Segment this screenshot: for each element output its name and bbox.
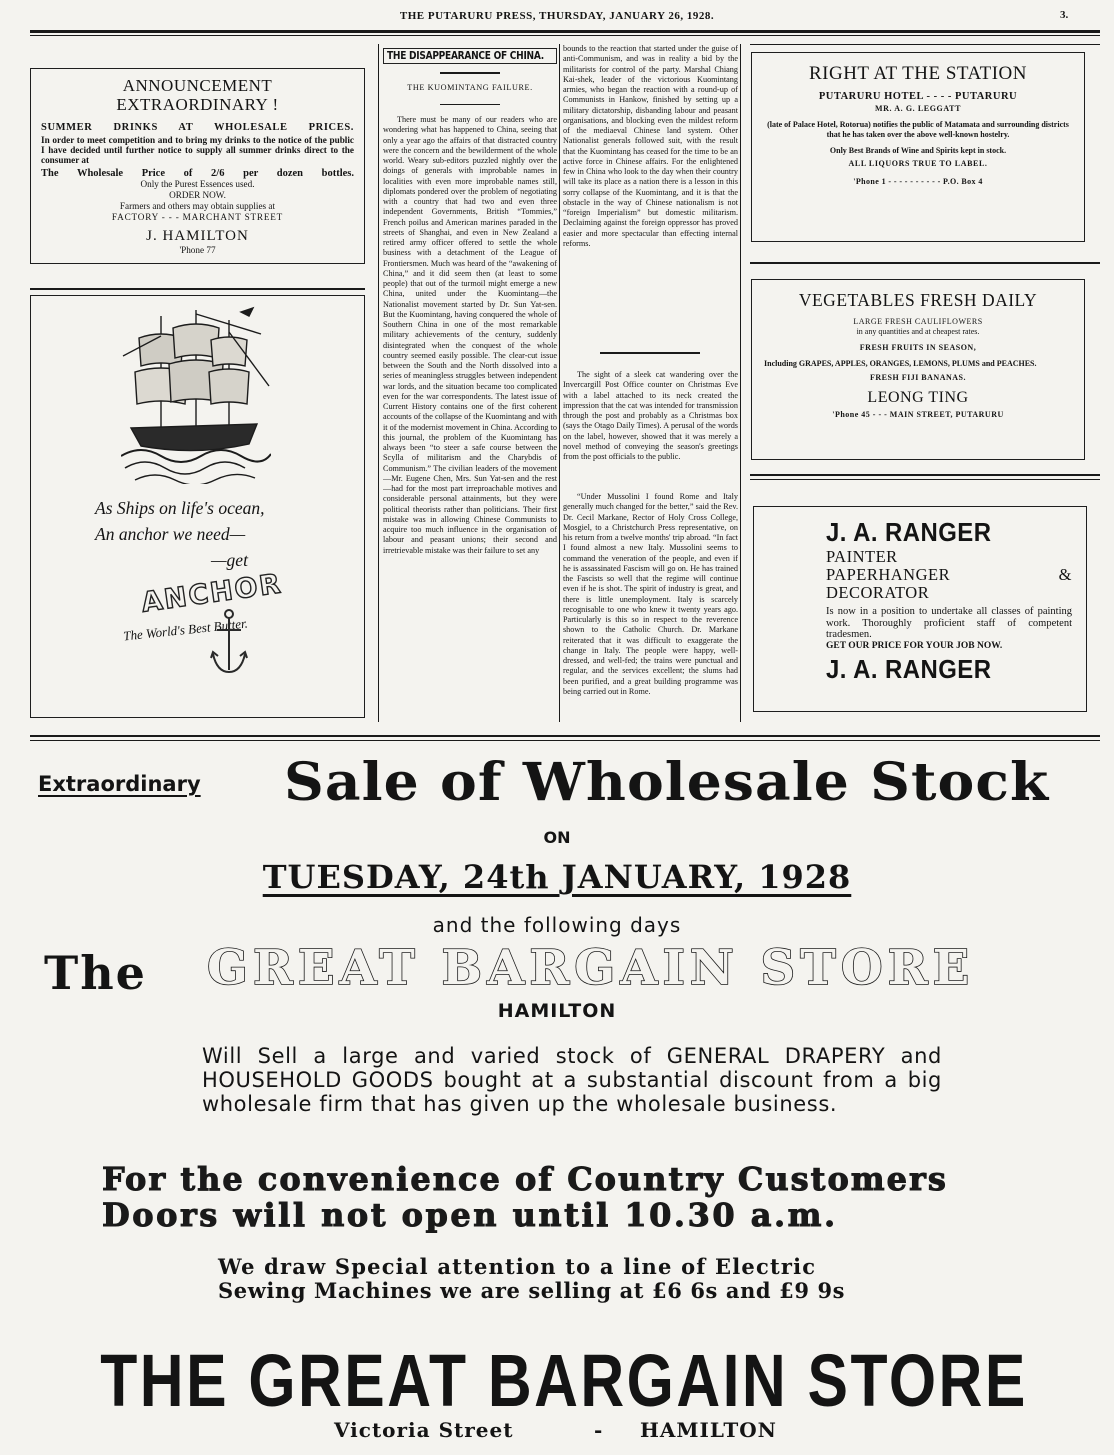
station-hotel-advert: [751, 52, 1085, 242]
masthead-rule: [30, 30, 1100, 33]
ranger-name-2: J. A. RANGER: [826, 654, 992, 684]
masthead-rule-thin: [30, 35, 1100, 36]
announcement-subheading: SUMMER DRINKS AT WHOLESALE PRICES.: [41, 122, 354, 133]
mussolini-story: “Under Mussolini I found Rome and Italy generally much changed for the better,” said the Rev. Dr. Cecil Markane, Rector of Holy Cross College, Mosgiel, to a Christchurch Press representative, on his return from a twelve months' trip abroad. “In fact I found almost a new Italy. Mussolini seems to command the veneration of the people, and even if he is assassinated Fascism will go on. He has trained the Fascists so well that the regime will continue even if he is shot. The spirit of industry is great, and there is little unemployment. Italy is scarcely recognisable to one who knew it twenty years ago. Particularly is this so in respect to the reverence shown to the Catholic Church. Dr. Markane reiterated that it was difficult to exaggerate the change in Italy. The people were happy, well-dressed, and well-fed; the trains were punctual and regular, and the services excellent; the slums had been purified, and a great building programme was being carried out in Rome.: [563, 492, 738, 696]
announcement-line: Farmers and others may obtain supplies at: [119, 201, 276, 211]
veg-name: LEONG TING: [867, 389, 969, 406]
sale-special-1: We draw Special attention to a line of Electric: [218, 1254, 817, 1279]
sailing-ship-icon: [121, 306, 271, 484]
announcement-heading-2: EXTRAORDINARY !: [116, 95, 279, 114]
column-rule: [740, 44, 741, 722]
article-divider: [600, 352, 700, 354]
anchor-brand: ANCHOR: [139, 568, 285, 619]
station-phone: 'Phone 1 - - - - - - - - - - P.O. Box 4: [853, 177, 983, 186]
anchor-line-2: An anchor we need—: [95, 524, 246, 544]
sale-date-text: TUESDAY, 24th JANUARY, 1928: [262, 858, 852, 896]
divider: [750, 479, 1100, 480]
station-brands: Only Best Brands of Wine and Spirits kept in stock.: [829, 146, 1007, 155]
headline-dash: [440, 72, 500, 74]
station-liquors: ALL LIQUORS TRUE TO LABEL.: [848, 159, 988, 168]
announcement-advert: [30, 68, 365, 264]
anchor-line-3: —get: [211, 550, 248, 570]
sale-store-name: GREAT BARGAIN STORE: [207, 940, 975, 996]
ranger-trade: PAPERHANGER &: [826, 565, 1072, 584]
sale-address-dash: -: [594, 1418, 603, 1442]
anchor-line-1: As Ships on life's ocean,: [95, 498, 265, 518]
divider: [750, 474, 1100, 476]
veg-line: LARGE FRESH CAULIFLOWERS: [853, 317, 983, 326]
column-rule: [559, 44, 560, 722]
sale-will-sell: Will Sell a large and varied stock of GENERAL DRAPERY and HOUSEHOLD GOODS bought at a substantial discount from a big wholesale firm that has given up the wholesale business.: [202, 1044, 942, 1116]
sale-extraordinary: Extraordinary: [38, 772, 201, 796]
sale-address-street: Victoria Street: [334, 1418, 514, 1442]
sale-the: The: [44, 946, 147, 1000]
announcement-price: The Wholesale Price of 2/6 per dozen bottles.: [41, 168, 354, 179]
column-rule: [378, 44, 379, 722]
veg-line: Including GRAPES, APPLES, ORANGES, LEMONS, PLUMS and PEACHES.: [764, 359, 1037, 368]
sale-following: and the following days: [432, 913, 682, 937]
veg-line: FRESH FIJI BANANAS.: [870, 373, 966, 382]
sale-headline: Sale of Wholesale Stock: [284, 752, 1050, 813]
announcement-line: ORDER NOW.: [169, 190, 226, 200]
announcement-name: J. HAMILTON: [146, 228, 249, 244]
article-headline-box: [383, 48, 557, 64]
sale-on: ON: [543, 828, 571, 847]
veg-line: in any quantities and at cheapest rates.: [856, 327, 980, 336]
veg-phone: 'Phone 45 - - - MAIN STREET, PUTARURU: [832, 410, 1004, 419]
article-column-1: There must be many of our readers who are wondering what has happened to China, seeing that only a year ago the affairs of that distracted country were the concern and the bewilderment of the whole world. Weary sub-editors puzzled nightly over the doings of generals with improbable names in localities with even more improbable names still, diplomats pondered over the problem of negotiating with a country that had two and even three independent Governments, British “Tommies,” French poilus and American marines paraded in the streets of Shanghai, and even in New Zealand a retired army officer offered to settle the whole business with a detachment of the League of Frontiersmen. Much was heard of the “awakening of China,” and it did seem then (at least to some people) that out of the turmoil might emerge a new China, united under the Kuomintang—the Nationalist movement started by Dr. Sun Yat-sen. But the Kuomintang, having conquered the whole of Southern China in one of the most remarkable military achievements of the century, suddenly disintegrated when the conquest of the whole country seemed easily possible. The clear-cut issue between the South and the North dissolved into a series of meaningless struggles between independent war lords, and the situation became too complicated even for the war correspondents. The latest issue of Current History contains one of the first coherent accounts of the collapse of the Kuomintang and with it of the modernist movement in China. According to this journal, the problem of the Kuomintang has always been “to steer a safe course between the Scylla of militarism and the Charybdis of Communism.” The civilian leaders of the movement—Mr. Eugene Chen, Mrs. Sun Yat-sen and the rest—had for the most part irreproachable motives and considerable personal attainments, but they were political theorists rather than politicians. Their first mistake was in allowing Chinese Communists to acquire too much influence in the organisation of labour and peasant unions; their second and irretrievable mistake was their failure to set any: [383, 115, 557, 555]
article-subheadline: THE KUOMINTANG FAILURE.: [407, 83, 533, 92]
station-body: (late of Palace Hotel, Rotorua) notifies the public of Matamata and surrounding districts that he has taken over the above well-known hostelry.: [767, 120, 1069, 139]
station-hotel: PUTARURU HOTEL - - - - PUTARURU: [818, 91, 1018, 102]
ranger-advert: [753, 506, 1087, 712]
vegetables-advert: [751, 279, 1085, 460]
anchor-tagline: The World's Best Butter.: [122, 615, 249, 644]
anchor-butter-advert: [30, 295, 365, 718]
sale-special-2: Sewing Machines we are selling at £6 6s and £9 9s: [218, 1278, 846, 1303]
article-headline: THE DISAPPEARANCE OF CHINA.: [387, 50, 544, 62]
station-proprietor: MR. A. G. LEGGATT: [874, 104, 962, 113]
sale-address-city: HAMILTON: [640, 1418, 777, 1442]
announcement-heading: ANNOUNCEMENT: [122, 76, 273, 95]
sale-city: HAMILTON: [497, 1000, 617, 1022]
subheadline-dash: [440, 104, 500, 105]
announcement-address: FACTORY - - - MARCHANT STREET: [111, 212, 284, 222]
veg-title: VEGETABLES FRESH DAILY: [798, 290, 1038, 310]
sale-convenience-2: Doors will not open until 10.30 a.m.: [102, 1196, 838, 1234]
ranger-name: J. A. RANGER: [826, 517, 992, 547]
divider: [750, 44, 1100, 45]
anchor-icon: [209, 608, 249, 678]
article-column-2: bounds to the reaction that started under the guise of anti-Communism, and was in reality a bid by the militarists for control of the party. Marshal Chiang Kai-shek, leader of the victorious Kuomintang armies, who began the reaction with a round-up of Communists in Hankow, finished by setting up a military dictatorship, disbanding labour and peasant organisations, and blocking even the mildest reform of the mediaeval Chinese land system. Other Nationalist generals followed suit, with the result that the Kuomintang has ceased for the time to be an active force in Chinese affairs. For the enlightened few in China who look to the day when their country will take its place as a nation there is a lesson in this sorry collapse of the Kuomintang, and it is that the obstacle in the way of Chinese nationalism is not “foreign Imperialism” but domestic militarism. Declaiming against the foreign oppressor has proved easier and more spectacular than effecting internal reforms.: [563, 44, 738, 248]
announcement-line: Only the Purest Essences used.: [140, 179, 255, 189]
sale-top-rule-thin: [30, 740, 1100, 741]
announcement-body: In order to meet competition and to bring my drinks to the notice of the public I have decided until further notice to supply all summer drinks direct to the consumer at: [41, 135, 354, 165]
ranger-price: GET OUR PRICE FOR YOUR JOB NOW.: [826, 640, 1003, 651]
station-title: RIGHT AT THE STATION: [808, 63, 1028, 84]
sale-convenience-1: For the convenience of Country Customers: [102, 1160, 948, 1198]
sale-top-rule: [30, 735, 1100, 737]
ranger-trade: PAINTER: [826, 547, 898, 566]
veg-line: FRESH FRUITS IN SEASON,: [859, 343, 977, 352]
page-number: 3.: [1060, 9, 1069, 21]
cat-story: The sight of a sleek cat wandering over the Invercargill Post Office counter on Christmas Eve with a label attached to its neck created the impression that the cat was intended for transmission through the post and probably as a Christmas box (says the Otago Daily Times). A perusal of the words on the label, however, showed that it was merely a novel method of conveying the season's greetings from the post officials to the public.: [563, 370, 738, 461]
masthead-title: THE PUTARURU PRESS, THURSDAY, JANUARY 26, 1928.: [399, 10, 715, 22]
ranger-body: Is now in a position to undertake all classes of painting work. Thoroughly proficient staff of competent tradesmen.: [826, 606, 1072, 640]
sale-date: [0, 858, 1114, 896]
ranger-trade: DECORATOR: [826, 583, 930, 602]
divider: [750, 262, 1100, 264]
sale-store-footer: THE GREAT BARGAIN STORE: [100, 1339, 1028, 1422]
announcement-phone: 'Phone 77: [179, 245, 216, 255]
divider: [30, 288, 365, 290]
